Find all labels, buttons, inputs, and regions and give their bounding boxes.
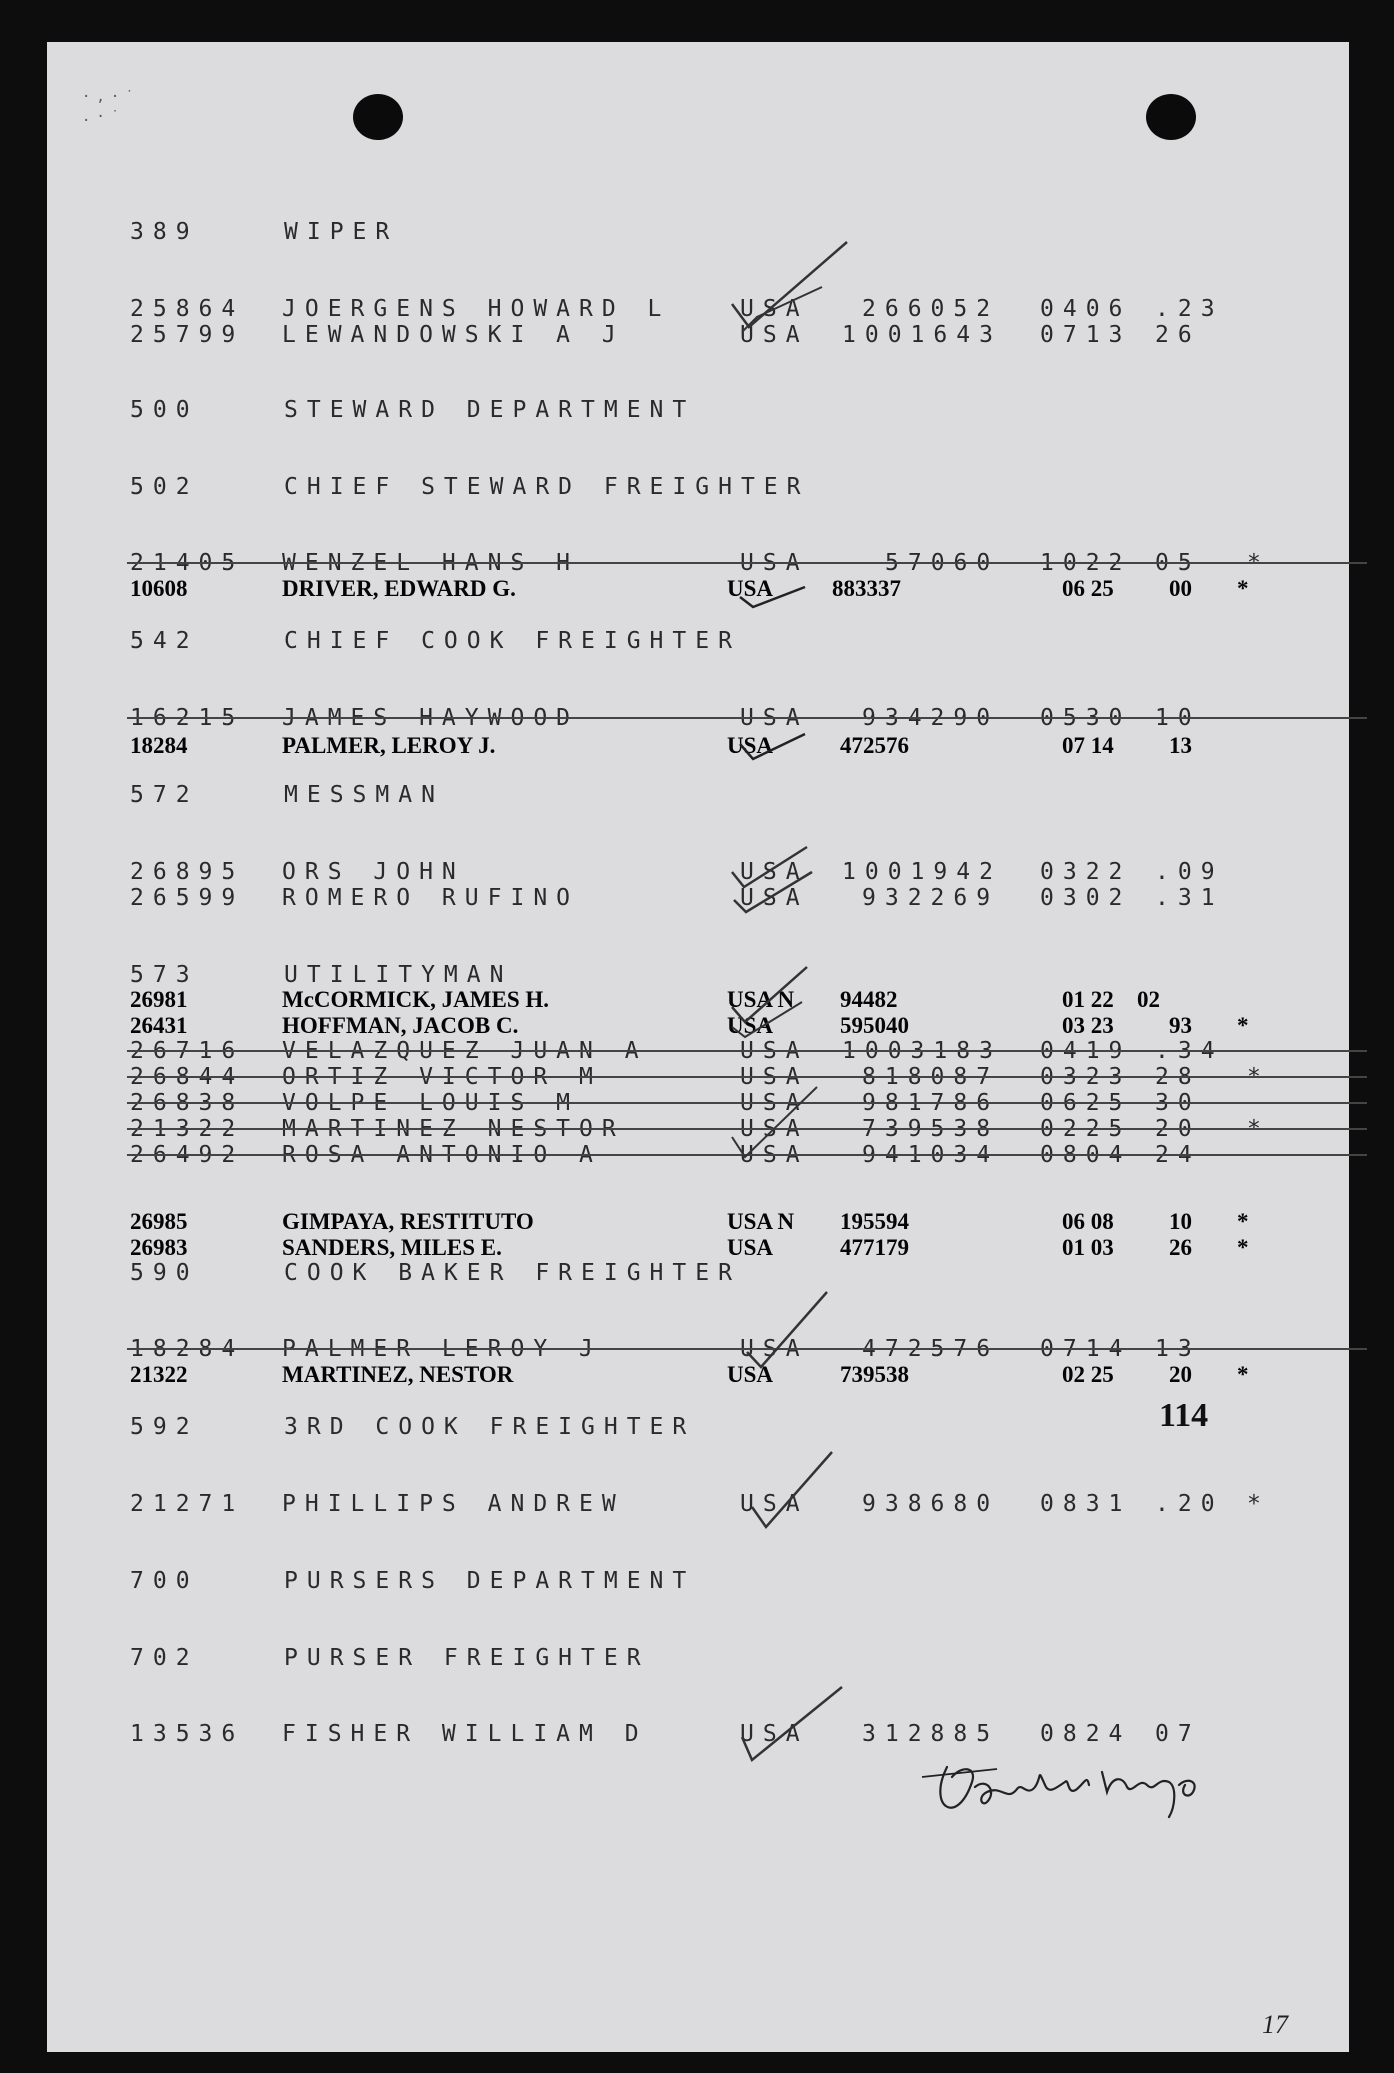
crew-entry: 25864 JOERGENS HOWARD L USA 266052 0406 .23 bbox=[130, 296, 1224, 322]
crew-entry-stamped: 26431 HOFFMAN, JACOB C. USA 595040 03 23 93 * bbox=[130, 1013, 1249, 1038]
section-header: 702 PURSER FREIGHTER bbox=[130, 1645, 650, 1671]
punch-hole-right bbox=[1146, 94, 1196, 140]
section-header: 389 WIPER bbox=[130, 219, 399, 245]
crew-entry: 21271 PHILLIPS ANDREW USA 938680 0831 .20 * bbox=[130, 1491, 1270, 1517]
punch-hole-left bbox=[353, 94, 403, 140]
inspector-signature bbox=[917, 1747, 1227, 1837]
crew-entry: 13536 FISHER WILLIAM D USA 312885 0824 07 bbox=[130, 1721, 1201, 1747]
crew-entry: 26599 ROMERO RUFINO USA 932269 0302 .31 bbox=[130, 885, 1224, 911]
paper-specks: ·,·˙ .·˙ bbox=[82, 89, 140, 125]
crew-entry-struck: 21405 WENZEL HANS H USA 57060 1022 05 * bbox=[47, 550, 1349, 576]
section-header: 542 CHIEF COOK FREIGHTER bbox=[130, 628, 741, 654]
crew-entry: 25799 LEWANDOWSKI A J USA 1001643 0713 26 bbox=[130, 322, 1201, 348]
crew-entry-stamped: 18284 PALMER, LEROY J. USA 472576 07 14 13 bbox=[130, 733, 1192, 758]
crew-entry-struck: 26492 ROSA ANTONIO A USA 941034 0804 24 bbox=[47, 1142, 1349, 1168]
crew-entry-stamped: 10608 DRIVER, EDWARD G. USA 883337 06 25 00 * bbox=[130, 576, 1249, 601]
crew-entry-struck: 26716 VELAZQUEZ JUAN A USA 1003183 0419 .34 bbox=[47, 1038, 1349, 1064]
strikethrough-line bbox=[127, 1050, 1367, 1052]
strikethrough-line bbox=[127, 1102, 1367, 1104]
section-header: 590 COOK BAKER FREIGHTER bbox=[130, 1260, 741, 1286]
crew-entry-stamped: 26983 SANDERS, MILES E. USA 477179 01 03 26 * bbox=[130, 1235, 1249, 1260]
strikethrough-line bbox=[127, 717, 1367, 719]
section-header: 572 MESSMAN bbox=[130, 782, 444, 808]
section-header: 700 PURSERS DEPARTMENT bbox=[130, 1568, 696, 1594]
crew-entry-struck: 21322 MARTINEZ NESTOR USA 739538 0225 20 * bbox=[47, 1116, 1349, 1142]
section-header: 500 STEWARD DEPARTMENT bbox=[130, 397, 696, 423]
section-header: 502 CHIEF STEWARD FREIGHTER bbox=[130, 474, 810, 500]
strikethrough-line bbox=[127, 562, 1367, 564]
strikethrough-line bbox=[127, 1128, 1367, 1130]
crew-entry-stamped: 21322 MARTINEZ, NESTOR USA 739538 02 25 20 * bbox=[130, 1362, 1249, 1387]
crew-entry-struck: 26844 ORTIZ VICTOR M USA 818087 0323 28 * bbox=[47, 1064, 1349, 1090]
crew-entry-struck: 16215 JAMES HAYWOOD USA 934290 0530 10 bbox=[47, 705, 1349, 731]
crew-entry-struck: 18284 PALMER LEROY J USA 472576 0714 13 bbox=[47, 1336, 1349, 1362]
crew-entry: 26895 ORS JOHN USA 1001942 0322 .09 bbox=[130, 859, 1224, 885]
crew-entry-stamped: 26981 McCORMICK, JAMES H. USA N 94482 01 22 02 bbox=[130, 987, 1160, 1012]
strikethrough-line bbox=[127, 1076, 1367, 1078]
strikethrough-line bbox=[127, 1348, 1367, 1350]
page-number: 114 bbox=[1159, 1397, 1209, 1434]
section-header: 573 UTILITYMAN bbox=[130, 962, 513, 988]
strikethrough-line bbox=[127, 1154, 1367, 1156]
section-header: 592 3RD COOK FREIGHTER bbox=[130, 1414, 696, 1440]
crew-entry-struck: 26838 VOLPE LOUIS M USA 981786 0625 30 bbox=[47, 1090, 1349, 1116]
document-page bbox=[47, 42, 1349, 2052]
crew-entry-stamped: 26985 GIMPAYA, RESTITUTO USA N 195594 06 08 10 * bbox=[130, 1209, 1249, 1234]
corner-handwritten-mark: 17 bbox=[1262, 2010, 1288, 2039]
